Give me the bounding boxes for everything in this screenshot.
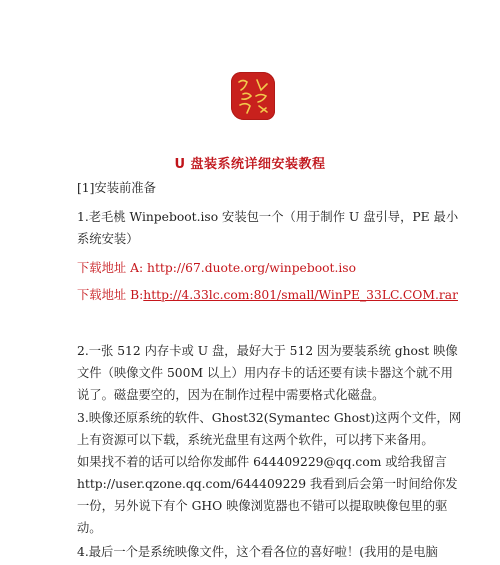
download-b-link[interactable]: http://4.33lc.com:801/small/WinPE_33LC.COM.rar — [143, 288, 458, 302]
item-3-line-6: 动。 — [77, 521, 102, 535]
download-a-line — [77, 257, 429, 280]
item-2-line-3: 说了。磁盘要空的，因为在制作过程中需要格式化磁盘。 — [77, 388, 385, 402]
item-1-line-1: 1.老毛桃 Winpeboot.iso 安装包一个（用于制作 U 盘引导，PE 最小 — [77, 210, 459, 224]
document-title: U 盘装系统详细安装教程 — [174, 157, 326, 172]
item-4-line-1: 4.最后一个是系统映像文件，这个看各位的喜好啦！(我用的是电脑 — [77, 545, 438, 559]
item-1-line-2: 系统安装） — [77, 232, 139, 246]
item-2-line-2: 文件（映像文件 500M 以上）用内存卡的话还要有读卡器这个就不用 — [77, 366, 453, 380]
download-b-line — [77, 284, 458, 307]
download-a-label: 下载地址 A: — [77, 261, 148, 275]
item-2-line-1: 2.一张 512 内存卡或 U 盘，最好大于 512 因为要装系统 ghost 映像 — [77, 344, 458, 358]
item-3-line-1: 3.映像还原系统的软件、Ghost32(Symantec Ghost)这两个文件，网 — [77, 411, 462, 425]
item-3-line-4: http://user.qzone.qq.com/644409229 我看到后会第一时间给你发 — [77, 477, 458, 491]
item-3-line-2: 上有资源可以下载，系统光盘里有这两个软件，可以拷下来备用。 — [77, 433, 434, 447]
item-3-line-3: 如果找不着的话可以给你发邮件 644409229@qq.com 或给我留言 — [77, 455, 447, 469]
red-seal-stamp-image — [231, 72, 275, 120]
item-3-line-5: 一份，另外说下有个 GHO 映像浏览器也不错可以提取映像包里的驱 — [77, 499, 448, 513]
download-a-link[interactable]: http://67.duote.org/winpeboot.iso — [147, 261, 357, 275]
section-heading: [1]安装前准备 — [77, 181, 156, 195]
download-b-label: 下载地址 B: — [77, 288, 144, 302]
